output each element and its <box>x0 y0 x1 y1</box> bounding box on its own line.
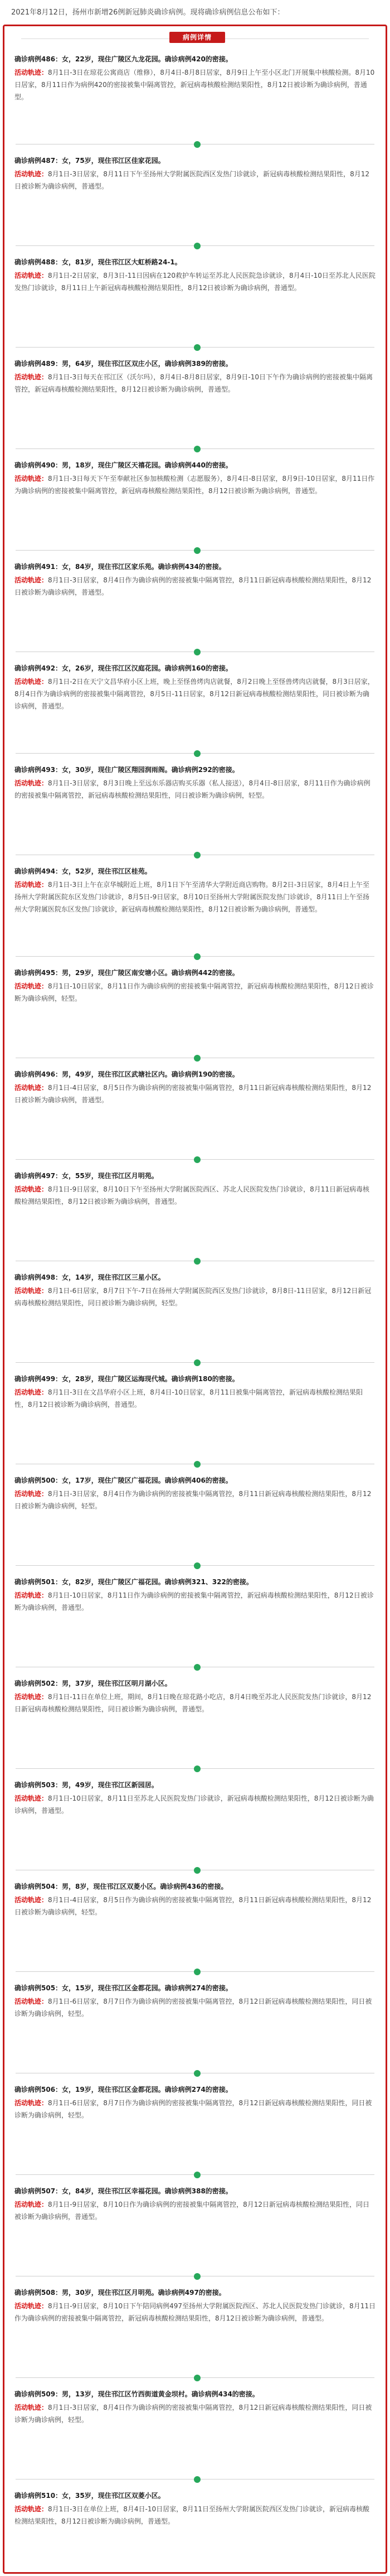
case-title: 确诊病例508：男，30岁，现住邗江区月明苑。确诊病例497的密接。 <box>14 2289 226 2297</box>
case-block <box>10 2085 380 2121</box>
activity-track-label: 活动轨迹： <box>14 982 48 990</box>
activity-track-text: 8月1日-3日居家，8月4日作为确诊病例的密接被集中隔离管控，8月11日新冠病毒核酸检测结果阳性，8月12日被诊断为确诊病例，轻型。 <box>14 1490 372 1510</box>
separator-dot-icon <box>194 2375 201 2381</box>
activity-track-label: 活动轨迹： <box>14 1490 48 1498</box>
case-title: 确诊病例505：女，15岁，现住邗江区金都花园。确诊病例274的密接。 <box>14 1984 232 1992</box>
case-activity <box>14 371 376 395</box>
case-title: 确诊病例494：女，52岁，现住邗江区桂苑。 <box>14 867 152 875</box>
case-separator <box>16 446 374 452</box>
separator-dot-icon <box>194 649 201 655</box>
activity-track-text: 8月1日-3日居家，8月3日晚上至远东乐器店购买乐器（私人接送），8月4日-8日居家，8月11日作为确诊病例的密接被集中隔离管控，新冠病毒核酸检测结果阳性，同日被诊断为确诊病例，轻型。 <box>14 779 370 799</box>
case-title: 确诊病例486：女，22岁，现住广陵区九龙花园。确诊病例420的密接。 <box>14 55 232 63</box>
case-block <box>10 460 380 497</box>
case-block <box>10 1272 380 1309</box>
case-separator <box>16 1969 374 1975</box>
activity-track-label: 活动轨迹： <box>14 1693 48 1701</box>
separator-dot-icon <box>194 852 201 858</box>
case-details-banner: 病例详情 <box>169 32 225 43</box>
separator-dot-icon <box>194 2172 201 2178</box>
case-activity <box>14 168 376 192</box>
activity-track-label: 活动轨迹： <box>14 881 48 889</box>
case-separator <box>16 649 374 655</box>
activity-track-text: 8月1日-9日居家，8月10日作为确诊病例的密接被集中隔离管控，8月12日新冠病毒核酸检测结果阳性，同日被诊断为确诊病例，普通型。 <box>14 2201 370 2221</box>
case-block <box>10 765 380 802</box>
case-activity <box>14 2097 376 2121</box>
activity-track-text: 8月1日-3日居家，8月4日作为确诊病例的密接被集中隔离管控，8月12日新冠病毒核酸检测结果阳性，同日被诊断为确诊病例，轻型。 <box>14 2404 372 2424</box>
case-title: 确诊病例509：男，13岁，现住邗江区竹西街道黄金坝村。确诊病例434的密接。 <box>14 2390 259 2398</box>
activity-track-label: 活动轨迹： <box>14 678 48 686</box>
case-separator <box>16 1562 374 1569</box>
case-block <box>10 1475 380 1512</box>
activity-track-label: 活动轨迹： <box>14 2099 48 2107</box>
activity-track-text: 8月1日-6日居家，8月7日作为确诊病例的密接被集中隔离管控，8月12日新冠病毒核酸检测结果阳性，同日被诊断为确诊病例，轻型。 <box>14 1998 372 2018</box>
case-title: 确诊病例492：女，26岁，现住邗江区汉庭花园。确诊病例160的密接。 <box>14 664 232 672</box>
separator-dot-icon <box>194 2070 201 2077</box>
case-activity <box>14 1995 376 2020</box>
activity-track-text: 8月1日-2日居家，8月3日-11日因病在120救护车转运至苏北人民医院急诊就诊，8月4日-10日至苏北人民医院发热门诊就诊，8月11日上午新冠病毒核酸检测结果阳性，8月12日被诊断为确诊病例，普通型。 <box>14 272 376 292</box>
separator-dot-icon <box>194 953 201 960</box>
activity-track-text: 8月1日-10日居家，8月11日至苏北人民医院发热门诊就诊，新冠病毒核酸检测结果阳性，8月12日被诊断为确诊病例，普通型。 <box>14 1794 374 1815</box>
activity-track-label: 活动轨迹： <box>14 1794 48 1802</box>
case-block <box>10 1171 380 1208</box>
case-block <box>10 562 380 599</box>
case-title: 确诊病例503：男，49岁，现住邗江区新园居。 <box>14 1781 158 1789</box>
case-activity <box>14 1691 376 1715</box>
case-separator <box>16 243 374 249</box>
case-activity <box>14 2300 376 2324</box>
activity-track-text: 8月1日-3日每天在邗江区（沃尔玛），8月4日-8月8日居家，8月9日-10日下午作为确诊病例的密接被集中隔离管控，新冠病毒核酸检测结果阳性，8月12日被诊断为确诊病例，普通型。 <box>14 373 373 393</box>
case-title: 确诊病例510：女，35岁，现住邗江区双菱小区。 <box>14 2492 165 2500</box>
intro-text: 2021年8月12日，扬州市新增26例新冠肺炎确诊病例。现将确诊病例信息公布如下： <box>11 8 285 17</box>
case-activity <box>14 1183 376 1208</box>
case-block <box>10 257 380 294</box>
activity-track-label: 活动轨迹： <box>14 170 48 178</box>
activity-track-label: 活动轨迹： <box>14 1287 48 1295</box>
case-block <box>10 866 380 915</box>
case-separator <box>16 750 374 757</box>
case-block <box>10 1069 380 1106</box>
activity-track-text: 8月1日-3日上午在京华城附近上班，8月1日下午至清华大学附近商店购物。8月2日-3日居家，8月4日上午至扬州大学附属医院东区发热门诊就诊，8月5日-9日居家，8月10日至扬州大学附属医院发热门诊就诊，8月11日上午至扬州大学附属医院东区发热门诊就诊，新冠病毒核酸检测结果阳性，8月12日被诊断为确诊病例，普通型。 <box>14 881 370 913</box>
case-title: 确诊病例506：女，19岁，现住邗江区金都花园。确诊病例274的密接。 <box>14 2086 232 2093</box>
case-title: 确诊病例502：男，37岁，现住邗江区明月湖小区。 <box>14 1680 172 1687</box>
case-title: 确诊病例493：女，30岁，现住广陵区翔园润雨阁。确诊病例292的密接。 <box>14 766 239 774</box>
case-separator <box>16 953 374 960</box>
activity-track-label: 活动轨迹： <box>14 576 48 584</box>
case-separator <box>16 1258 374 1265</box>
case-activity <box>14 777 376 802</box>
case-title: 确诊病例499：女，28岁，现住广陵区运海现代城。确诊病例180的密接。 <box>14 1375 239 1383</box>
case-title: 确诊病例491：女，84岁，现住邗江区家乐苑。确诊病例434的密接。 <box>14 563 226 571</box>
activity-track-label: 活动轨迹： <box>14 2404 48 2411</box>
case-title: 确诊病例507：女，84岁，现住邗江区幸福花园。确诊病例388的密接。 <box>14 2187 232 2195</box>
case-activity <box>14 980 376 1005</box>
case-activity <box>14 269 376 294</box>
case-activity <box>14 1589 376 1614</box>
case-block <box>10 1780 380 1817</box>
separator-dot-icon <box>194 547 201 554</box>
case-title: 确诊病例504：男，8岁，现住邗江区双菱小区。确诊病例436的密接。 <box>14 1883 228 1890</box>
activity-track-label: 活动轨迹： <box>14 2302 48 2310</box>
separator-dot-icon <box>194 344 201 351</box>
activity-track-text: 8月1日-3日在文昌华府小区上班，8月4日-10日居家，8月11日被集中隔离管控，新冠病毒核酸检测结果阳性，8月12日被诊断为确诊病例，普通型。 <box>14 1388 363 1408</box>
case-activity <box>14 879 376 915</box>
case-activity <box>14 2198 376 2223</box>
activity-track-label: 活动轨迹： <box>14 2201 48 2208</box>
separator-dot-icon <box>194 2273 201 2280</box>
activity-track-label: 活动轨迹： <box>14 373 48 381</box>
case-activity <box>14 1082 376 1106</box>
activity-track-text: 8月1日-10日居家，8月11日作为确诊病例的密接被集中隔离管控，新冠病毒核酸检测结果阳性，8月12日被诊断为确诊病例，轻型。 <box>14 982 374 1002</box>
case-block <box>10 1374 380 1411</box>
activity-track-text: 8月1日-6日居家，8月7日下午-7日在扬州大学附属医院西区发热门诊就诊，8月8日-11日居家，8月12日新冠病毒核酸检测结果阳性，同日被诊断为确诊病例，轻型。 <box>14 1287 372 1307</box>
case-block <box>10 663 380 712</box>
case-separator <box>16 1664 374 1671</box>
case-block <box>10 2186 380 2223</box>
case-block <box>10 1577 380 1614</box>
activity-track-text: 8月1日-3日居家，8月4日作为确诊病例的密接被集中隔离管控，8月11日新冠病毒核酸检测结果阳性，8月12日被诊断为确诊病例，普通型。 <box>14 576 372 596</box>
case-separator <box>16 547 374 554</box>
separator-dot-icon <box>194 1359 201 1366</box>
case-separator <box>16 1156 374 1163</box>
activity-track-label: 活动轨迹： <box>14 69 48 76</box>
case-block <box>10 2491 380 2527</box>
activity-track-text: 8月1日-3日每天下午至奉献社区参加核酸检测（志愿服务），8月4日-8日居家，8月9日-10日居家，8月11日作为确诊病例的密接被集中隔离管控，新冠病毒核酸检测结果阳性，8月12日被诊断为确诊病例，普通型。 <box>14 475 375 495</box>
separator-dot-icon <box>194 1664 201 1671</box>
case-title: 确诊病例496：男，49岁，现住邗江区武塘社区内。确诊病例190的密接。 <box>14 1070 239 1078</box>
case-activity <box>14 1894 376 1918</box>
case-title: 确诊病例488：女，81岁，现住邗江区大虹桥路24-1。 <box>14 258 182 266</box>
case-activity <box>14 2503 376 2527</box>
case-activity <box>14 1488 376 1512</box>
activity-track-label: 活动轨迹： <box>14 1896 48 1904</box>
separator-dot-icon <box>194 1156 201 1163</box>
case-separator <box>16 344 374 351</box>
activity-track-text: 8月1日-6日居家，8月7日作为确诊病例的密接被集中隔离管控，8月12日新冠病毒核酸检测结果阳性，同日被诊断为确诊病例，轻型。 <box>14 2099 372 2119</box>
activity-track-text: 8月1日-10日居家，8月11日作为确诊病例的密接被集中隔离管控，新冠病毒核酸检测结果阳性，8月12日被诊断为确诊病例，普通型。 <box>14 1591 374 1612</box>
case-separator <box>16 2070 374 2077</box>
case-separator <box>16 2375 374 2381</box>
case-title: 确诊病例487：女，75岁，现住邗江区佳家花园。 <box>14 157 165 165</box>
case-title: 确诊病例500：女，17岁，现住广陵区广福花园。确诊病例406的密接。 <box>14 1477 232 1484</box>
activity-track-label: 活动轨迹： <box>14 1998 48 2005</box>
separator-dot-icon <box>194 1055 201 1062</box>
activity-track-label: 活动轨迹： <box>14 475 48 483</box>
activity-track-text: 8月1日-3日居家，8月11日下午至扬州大学附属医院西区发热门诊就诊，新冠病毒核酸检测结果阳性，8月12日被诊断为确诊病例，普通型。 <box>14 170 370 190</box>
separator-dot-icon <box>194 243 201 249</box>
activity-track-label: 活动轨迹： <box>14 779 48 787</box>
case-separator <box>16 852 374 858</box>
case-block <box>10 968 380 1005</box>
activity-track-text: 8月1日-9日居家，8月10日下午陪同病例497至扬州大学附属医院西区、苏北人民医院发热门诊就诊，8月11日作为确诊病例的密接被集中隔离管控，新冠病毒核酸检测结果阳性，8月12日被诊断为确诊病例，普通型。 <box>14 2302 376 2322</box>
case-title: 确诊病例495：男，29岁，现住广陵区南安塘小区。确诊病例442的密接。 <box>14 969 239 977</box>
separator-dot-icon <box>194 1562 201 1569</box>
case-activity <box>14 676 376 712</box>
activity-track-text: 8月1日-4日居家，8月5日作为确诊病例的密接被集中隔离管控，8月11日新冠病毒核酸检测结果阳性，8月12日被诊断为确诊病例，轻型。 <box>14 1896 372 1916</box>
activity-track-label: 活动轨迹： <box>14 1591 48 1599</box>
case-block <box>10 2389 380 2426</box>
case-title: 确诊病例490：男，18岁，现住广陵区天禧花园。确诊病例440的密接。 <box>14 461 232 469</box>
activity-track-label: 活动轨迹： <box>14 1388 48 1396</box>
activity-track-label: 活动轨迹： <box>14 1185 48 1193</box>
case-block <box>10 1983 380 2020</box>
case-activity <box>14 1792 376 1817</box>
case-separator <box>16 2476 374 2483</box>
separator-dot-icon <box>194 1258 201 1265</box>
case-separator <box>16 1765 374 1772</box>
case-separator <box>16 1867 374 1874</box>
separator-dot-icon <box>194 1461 201 1468</box>
activity-track-text: 8月1日-3日在琼花公寓商店（维修），8月4日-8月8日居家，8月9日上午至小区北门开展集中核酸检测。8月10日居家，8月11日作为病例420的密接被集中隔离管控，新冠病毒核酸检测结果阳性，8月12日被诊断为确诊病例，普通型。 <box>14 69 375 101</box>
activity-track-text: 8月1日-4日居家，8月5日作为确诊病例的密接被集中隔离管控，8月11日新冠病毒核酸检测结果阳性，8月12日被诊断为确诊病例，普通型。 <box>14 1084 372 1104</box>
activity-track-label: 活动轨迹： <box>14 2505 48 2513</box>
case-separator <box>16 141 374 148</box>
activity-track-text: 8月1日-2日在天宁文昌华府小区上班，晚上至怪兽烤肉店就餐，8月2日晚上至怪兽烤肉店就餐，8月3日居家，8月4日作为确诊病例的密接被集中隔离管控，8月5日-11日居家，8月12日新冠病毒核酸检测结果阳性，同日被诊断为确诊病例，普通型。 <box>14 678 374 710</box>
case-activity <box>14 2401 376 2426</box>
case-details-frame <box>3 25 387 2574</box>
activity-track-label: 活动轨迹： <box>14 1084 48 1092</box>
case-block <box>10 2288 380 2324</box>
separator-dot-icon <box>194 446 201 452</box>
case-block <box>10 359 380 395</box>
case-title: 确诊病例501：女，82岁，现住广陵区广福花园。确诊病例321、322的密接。 <box>14 1578 253 1586</box>
case-activity <box>14 1285 376 1309</box>
case-activity <box>14 66 376 103</box>
case-block <box>10 1882 380 1918</box>
case-activity <box>14 574 376 599</box>
case-separator <box>16 2273 374 2280</box>
activity-track-text: 8月1日-9日居家，8月10日下午至扬州大学附属医院西区、苏北人民医院发热门诊就诊，8月11日新冠病毒核酸检测结果阳性，8月12日被诊断为确诊病例，普通型。 <box>14 1185 370 1205</box>
case-activity <box>14 472 376 497</box>
separator-dot-icon <box>194 1969 201 1975</box>
separator-dot-icon <box>194 2476 201 2483</box>
case-separator <box>16 2172 374 2178</box>
activity-track-text: 8月1日-3日在单位上班，8月4日-10日居家，8月11日至扬州大学附属医院西区发热门诊就诊，新冠病毒核酸检测结果阳性，8月12日被诊断为确诊病例，普通型。 <box>14 2505 370 2525</box>
separator-dot-icon <box>194 1867 201 1874</box>
case-separator <box>16 1461 374 1468</box>
case-block <box>10 156 380 192</box>
case-block <box>10 54 380 103</box>
case-title: 确诊病例497：女，55岁，现住邗江区月明苑。 <box>14 1172 158 1180</box>
separator-dot-icon <box>194 1765 201 1772</box>
case-block <box>10 1678 380 1715</box>
case-title: 确诊病例489：男，64岁，现住邗江区双庄小区，确诊病例389的密接。 <box>14 360 232 368</box>
activity-track-text: 8月1日-11日在单位上班，期间，8月1日晚在琼花路小吃店，8月4日晚至苏北人民医院发热门诊就诊，8月12日新冠病毒核酸检测结果阳性，同日被诊断为确诊病例，普通型。 <box>14 1693 372 1713</box>
case-separator <box>16 1359 374 1366</box>
case-separator <box>16 1055 374 1062</box>
activity-track-label: 活动轨迹： <box>14 272 48 279</box>
separator-dot-icon <box>194 141 201 148</box>
case-activity <box>14 1386 376 1411</box>
separator-dot-icon <box>194 750 201 757</box>
case-title: 确诊病例498：女，14岁，现住邗江区三星小区。 <box>14 1273 165 1281</box>
